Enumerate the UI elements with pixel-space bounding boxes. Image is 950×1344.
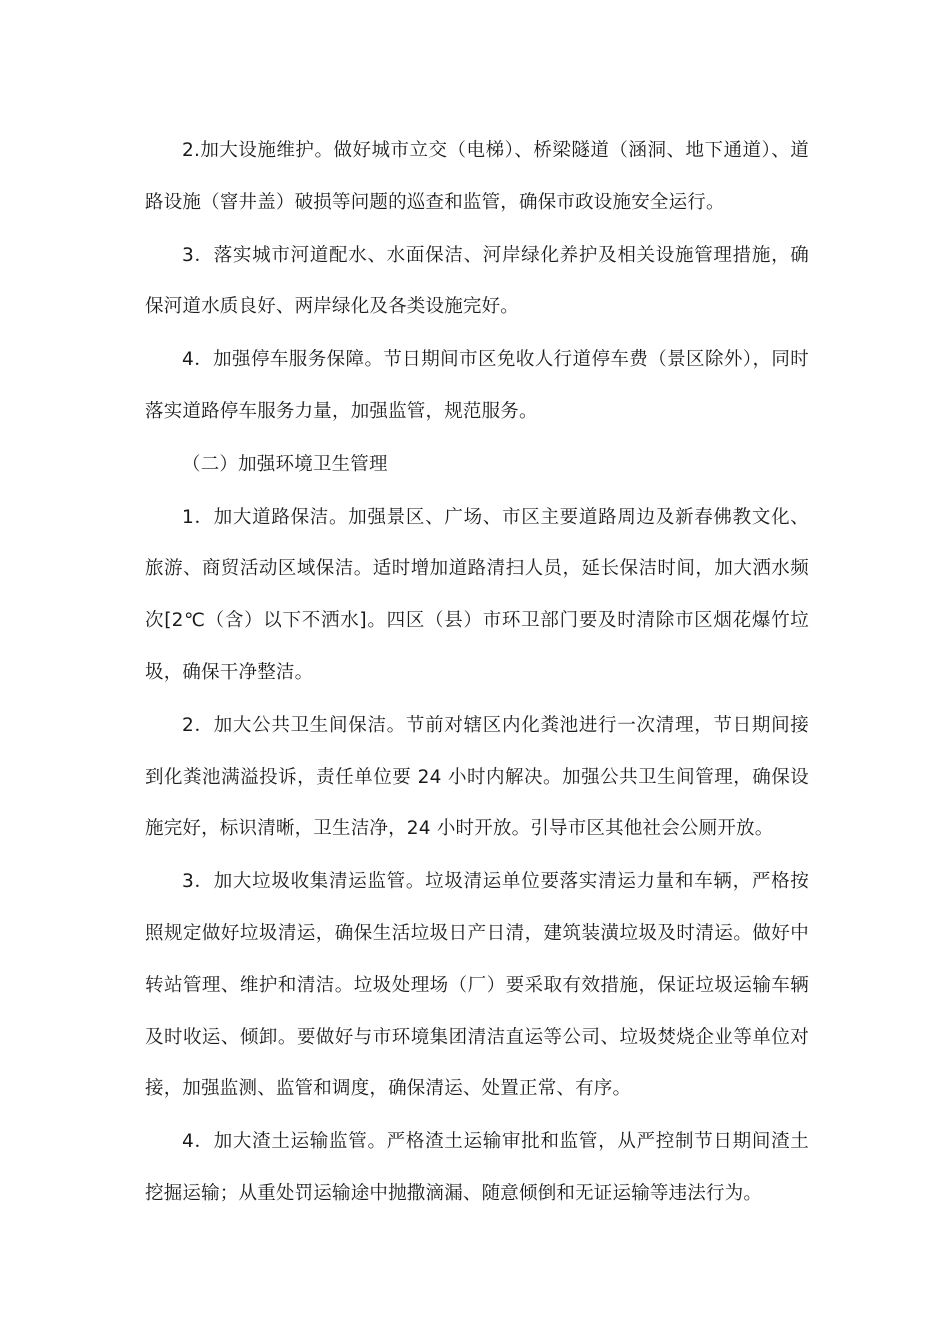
paragraph-parking-service: 4．加强停车服务保障。节日期间市区免收人行道停车费（景区除外），同时落实道路停车服务力量，加强监管，规范服务。 bbox=[145, 349, 809, 422]
section-heading-sanitation: （二）加强环境卫生管理 bbox=[182, 453, 388, 475]
paragraph-garbage-collection: 3．加大垃圾收集清运监管。垃圾清运单位要落实清运力量和车辆，严格按照规定做好垃圾清运，确保生活垃圾日产日清，建筑装潢垃圾及时清运。做好中转站管理、维护和清洁。垃圾处理场（厂）要采取有效措施，保证垃圾运输车辆及时收运、倾卸。要做好与市环境集团清洁直运等公司、垃圾焚烧企业等单位对接，加强监测、监管和调度，确保清运、处置正常、有序。 bbox=[145, 871, 809, 1100]
paragraph-facility-maintenance: 2.加大设施维护。做好城市立交（电梯）、桥梁隧道（涵洞、地下通道）、道路设施（窨井盖）破损等问题的巡查和监管，确保市政设施安全运行。 bbox=[145, 140, 809, 213]
paragraph-muck-transport: 4．加大渣土运输监管。严格渣土运输审批和监管，从严控制节日期间渣土挖掘运输；从重处罚运输途中抛撒滴漏、随意倾倒和无证运输等违法行为。 bbox=[145, 1131, 809, 1204]
document-body bbox=[145, 125, 809, 1221]
paragraph-river-management: 3．落实城市河道配水、水面保洁、河岸绿化养护及相关设施管理措施，确保河道水质良好、两岸绿化及各类设施完好。 bbox=[145, 244, 809, 318]
paragraph-road-cleaning: 1．加大道路保洁。加强景区、广场、市区主要道路周边及新春佛教文化、旅游、商贸活动区域保洁。适时增加道路清扫人员，延长保洁时间，加大洒水频次[2℃（含）以下不洒水]。四区（县）市环卫部门要及时清除市区烟花爆竹垃圾，确保干净整洁。 bbox=[145, 506, 809, 683]
paragraph-public-toilets: 2．加大公共卫生间保洁。节前对辖区内化粪池进行一次清理，节日期间接到化粪池满溢投诉，责任单位要 24 小时内解决。加强公共卫生间管理，确保设施完好，标识清晰，卫生洁净，24 小时开放。引导市区其他社会公厕开放。 bbox=[145, 714, 809, 840]
